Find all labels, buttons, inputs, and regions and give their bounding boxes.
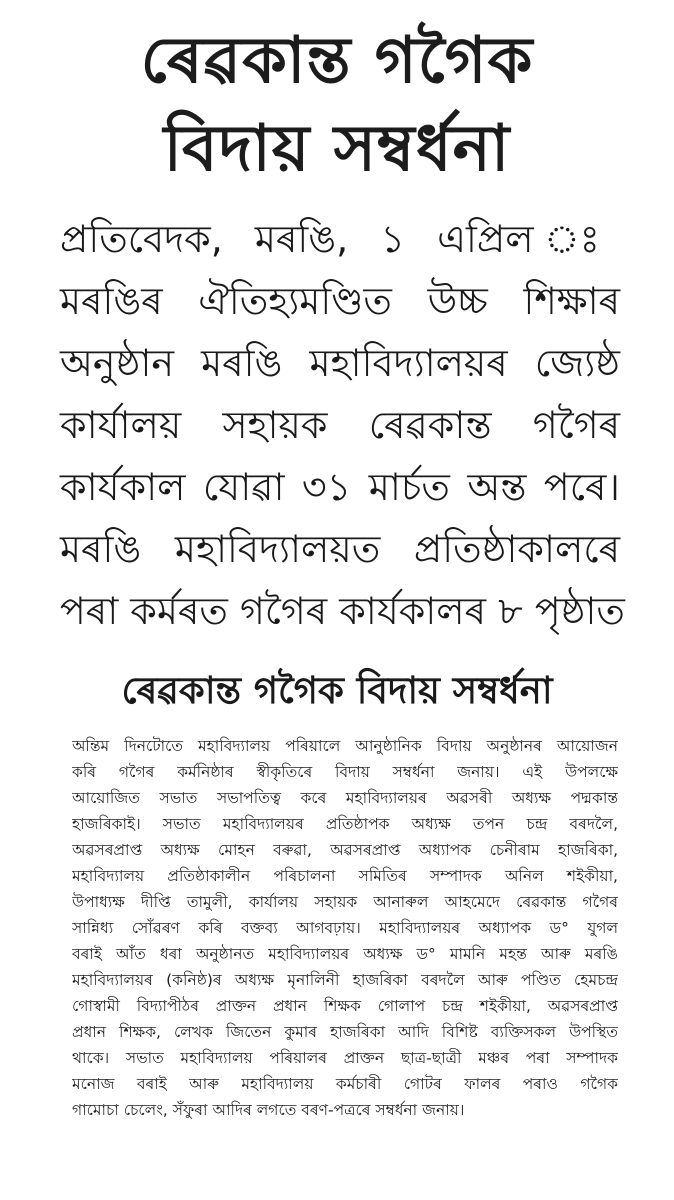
lead-line-3: অনুষ্ঠান মৰঙি মহাবিদ্যালয়ৰ জ্যেষ্ঠ — [60, 341, 620, 385]
body-line-1: অন্তিম দিনটোতে মহাবিদ্যালয় পৰিয়ালে আনুষ্ঠানিক বিদায় অনুষ্ঠানৰ আয়োজন — [72, 737, 618, 755]
body-line-7: উপাধ্যক্ষ দীপ্তি তামুলী, কাৰ্যালয় সহায়ক আনাৰুল আহমেদে ৰেৱকান্ত গগৈৰ — [72, 893, 618, 911]
lead-line-1: প্ৰতিবেদক, মৰঙি, ১ এপ্ৰিল ঃ — [60, 217, 620, 261]
body-line-3: আয়োজিত সভাত সভাপতিত্ব কৰে মহাবিদ্যালয়ৰ অৱসৰী অধ্যক্ষ পদ্মকান্ত — [72, 789, 618, 807]
lead-line-2: মৰঙিৰ ঐতিহ্যমণ্ডিত উচ্চ শিক্ষাৰ — [60, 279, 620, 323]
body-line-8: সান্নিধ্য সোঁৱৰণ কৰি বক্তব্য আগবঢ়ায়। মহাবিদ্যালয়ৰ অধ্যাপক ড° যুগল — [72, 919, 618, 937]
body-line-14: মনোজ বৰাই আৰু মহাবিদ্যালয় কৰ্মচাৰী গোটৰ ফালৰ পৰাও গগৈক — [72, 1075, 618, 1093]
headline-line-2: বিদায় সম্বৰ্ধনা — [163, 112, 511, 186]
lead-line-6: মৰঙি মহাবিদ্যালয়ত প্ৰতিষ্ঠাকালৰে — [60, 527, 620, 571]
body-line-9: বৰাই আঁত ধৰা অনুষ্ঠানত মহাবিদ্যালয়ৰ অধ্যক্ষ ড° মামনি মহন্ত আৰু মৰঙি — [72, 945, 618, 963]
lead-line-5: কাৰ্যকাল যোৱা ৩১ মাৰ্চত অন্ত পৰে। — [60, 465, 620, 509]
body-line-11: গোস্বামী বিদ্যাপীঠৰ প্ৰাক্তন প্ৰধান শিক্ষক গোলাপ চন্দ্ৰ শইকীয়া, অৱসৰপ্ৰাপ্ত — [72, 997, 618, 1015]
body-line-5: অৱসৰপ্ৰাপ্ত অধ্যক্ষ মোহন বৰুৱা, অৱসৰপ্ৰাপ্ত অধ্যাপক চেনীৰাম হাজৰিকা, — [72, 841, 618, 859]
body-line-15: গামোচা চেলেং, সঁফুৰা আদিৰ লগতে বৰণ-পত্ৰৰে সম্বৰ্ধনা জনায়। — [72, 1101, 465, 1119]
lead-line-4: কাৰ্যালয় সহায়ক ৰেৱকান্ত গগৈৰ — [60, 403, 620, 447]
body-line-13: থাকে। সভাত মহাবিদ্যালয় পৰিয়ালৰ প্ৰাক্তন ছাত্ৰ-ছাত্ৰী মঞ্চৰ পৰা সম্পাদক — [72, 1049, 618, 1067]
body-line-12: প্ৰধান শিক্ষক, লেখক জিতেন কুমাৰ হাজৰিকা আদি বিশিষ্ট ব্যক্তিসকল উপস্থিত — [72, 1023, 618, 1041]
body-line-2: কৰি গগৈৰ কৰ্মনিষ্ঠাৰ স্বীকৃতিৰে বিদায় সম্বৰ্ধনা জনায়। এই উপলক্ষে — [72, 763, 618, 781]
body-line-6: মহাবিদ্যালয় প্ৰতিষ্ঠাকালীন পৰিচালনা সমিতিৰ সম্পাদক অনিল শইকীয়া, — [72, 867, 618, 885]
body-line-4: হাজৰিকাই। সভাত মহাবিদ্যালয়ৰ প্ৰতিষ্ঠাপক অধ্যক্ষ তপন চন্দ্ৰ বৰদলৈ, — [72, 815, 618, 833]
body-line-10: মহাবিদ্যালয়ৰ (কনিষ্ঠ)ৰ অধ্যক্ষ মৃনালিনী হাজৰিকা বৰদলৈ আৰু পণ্ডিত হেমচন্দ্ৰ — [72, 971, 618, 989]
headline-line-1: ৰেৱকান্ত গগৈক — [140, 24, 534, 98]
sub-headline: ৰেৱকান্ত গগৈক বিদায় সম্বৰ্ধনা — [121, 669, 553, 712]
lead-line-7: পৰা কৰ্মৰত গগৈৰ কাৰ্যকালৰ ৮ পৃষ্ঠাত — [60, 589, 625, 633]
